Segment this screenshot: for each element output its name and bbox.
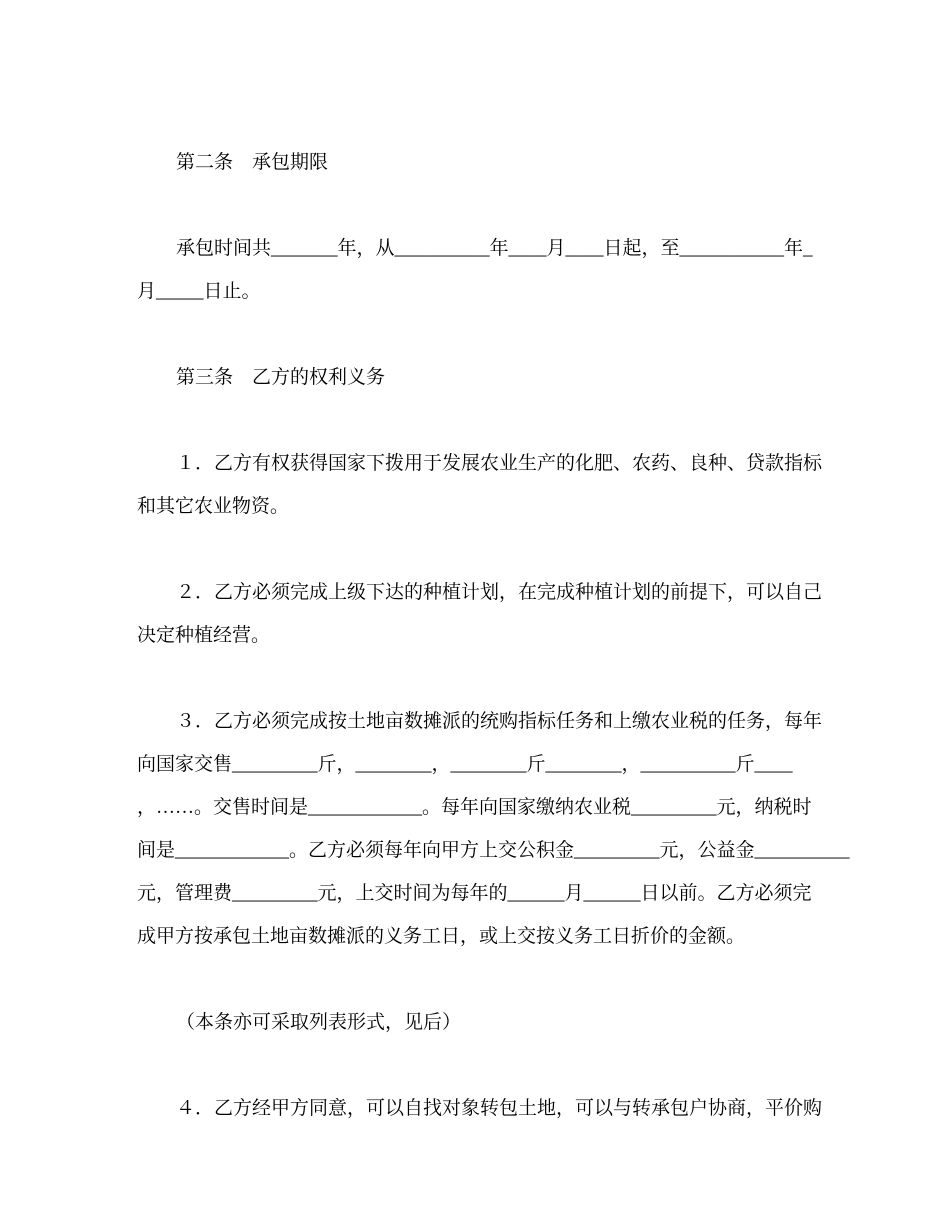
contract-paragraph [137,442,897,528]
contract-paragraph [137,700,897,958]
article-heading-line: 第三条 乙方的权利义务 [176,367,386,388]
paragraph-line: 间是____________。乙方必须每年向甲方上交公积金_________元，公益金__________ [137,840,850,861]
paragraph-line: 元，管理费_________元，上交时间为每年的______月______日以前。乙方必须完 [137,883,812,904]
paragraph-line: ２．乙方必须完成上级下达的种植计划，在完成种植计划的前提下，可以自己 [176,582,823,603]
contract-paragraph [137,571,897,657]
paragraph-line: 决定种植经营。 [137,625,271,646]
paragraph-line: ，……。交售时间是____________。每年向国家缴纳农业税_________元，纳税时 [137,797,812,818]
paragraph-line: １．乙方有权获得国家下拨用于发展农业生产的化肥、农药、良种、贷款指标 [176,453,823,474]
paragraph-line: 承包时间共_______年，从__________年____月____日起，至___________年_ [176,238,813,259]
contract-paragraph [137,227,897,313]
paragraph-line: 和其它农业物资。 [137,496,290,517]
article-heading-line: 第二条 承包期限 [176,152,329,173]
paragraph-line: 成甲方按承包土地亩数摊派的义务工日，或上交按义务工日折价的金额。 [137,926,746,947]
contract-body [137,141,897,1130]
paragraph-line: 月_____日止。 [137,281,261,302]
article-heading [137,141,897,184]
paragraph-line: ３．乙方必须完成按土地亩数摊派的统购指标任务和上缴农业税的任务，每年 [176,711,823,732]
contract-paragraph [137,1001,897,1044]
paragraph-line: ４．乙方经甲方同意，可以自找对象转包土地，可以与转承包户协商，平价购 [176,1098,823,1119]
paragraph-line: （本条亦可采取列表形式，见后） [176,1012,462,1033]
article-heading [137,356,897,399]
contract-paragraph [137,1087,897,1130]
paragraph-line: 向国家交售_________斤，________，________斤________，__________斤____ [137,754,793,775]
